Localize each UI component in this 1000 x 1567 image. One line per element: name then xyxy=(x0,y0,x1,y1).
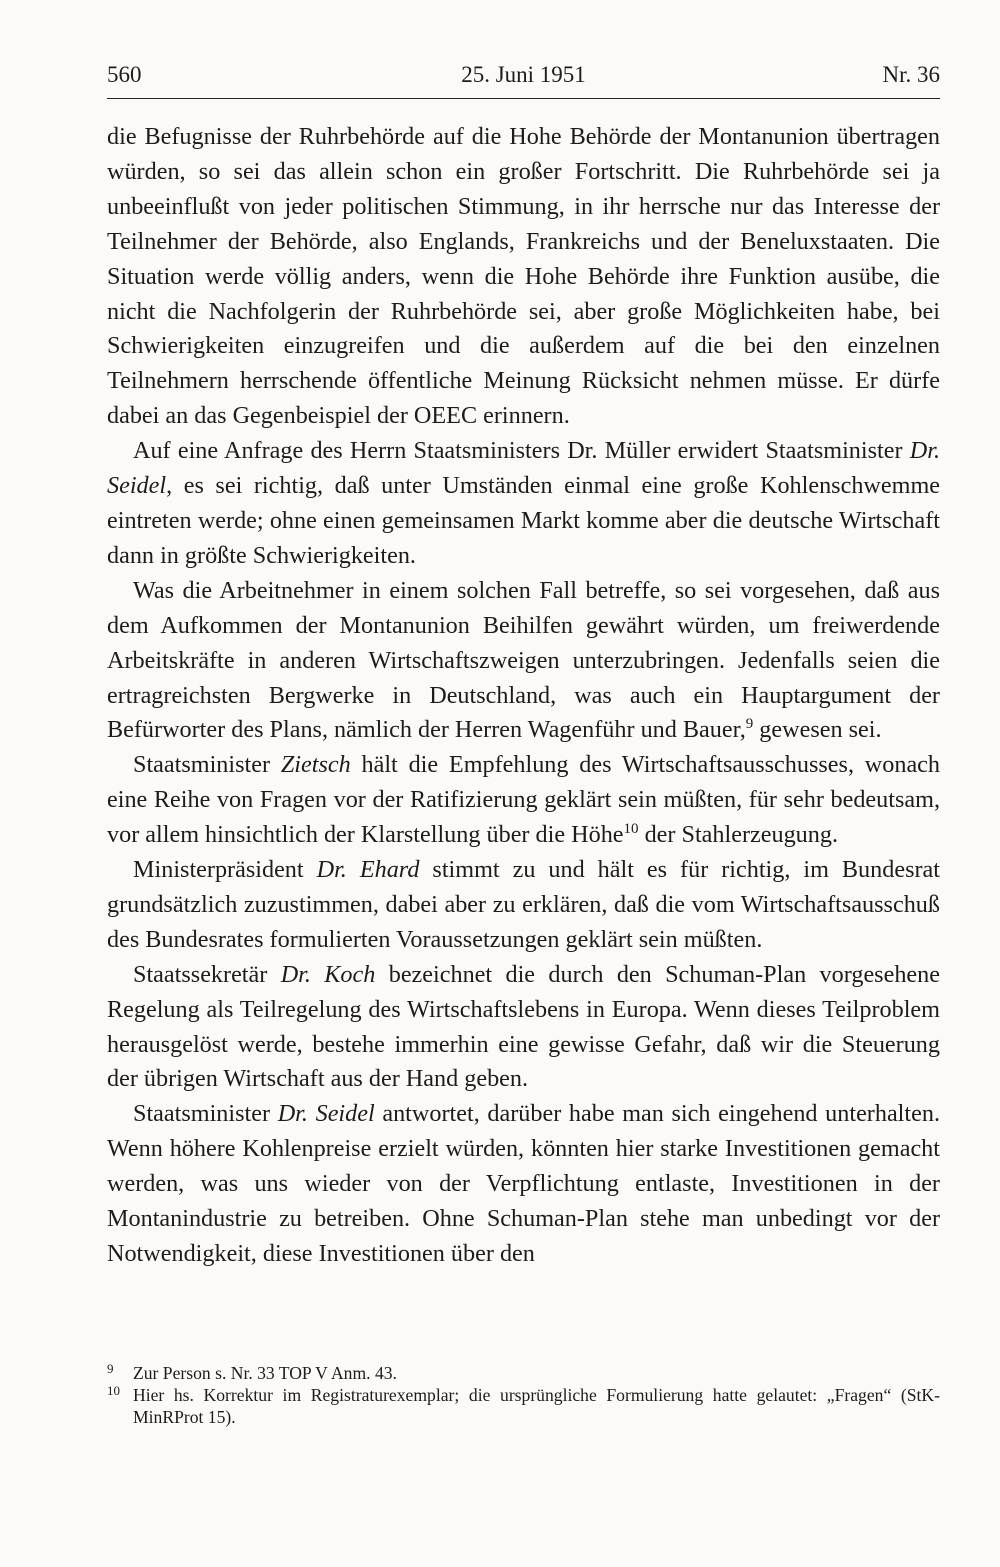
footnotes xyxy=(107,1362,940,1428)
body-text xyxy=(107,120,940,1272)
speaker-name: Dr. Ehard xyxy=(316,856,420,884)
text-run: Staatssekretär xyxy=(133,960,281,988)
footnote-text: Hier hs. Korrektur im Registraturexemplar; die ursprüngliche Formulierung hatte gelautet: „Fragen“ (StK-MinRProt 15). xyxy=(133,1385,940,1427)
footnote xyxy=(107,1362,940,1384)
paragraph xyxy=(107,120,940,434)
speaker-name: Dr. Seidel xyxy=(277,1100,375,1128)
text-run: Staatsminister xyxy=(133,751,281,779)
text-run: Auf eine Anfrage des Herrn Staatsministers Dr. Müller erwidert Staatsminister xyxy=(133,437,910,465)
footnote-reference: 10 xyxy=(623,821,639,838)
text-run: bezeichnet die durch den Schuman-Plan vorgesehene Regelung als Teilregelung des Wirtschaftslebens in Europa. Wenn dieses Teilproblem herausgelöst werde, bestehe immerhin eine gewisse Gefahr, daß wir die Steuerung der übrigen Wirtschaft aus der Hand geben. xyxy=(107,960,940,1093)
text-run: antwortet, darüber habe man sich eingehend unterhalten. Wenn höhere Kohlenpreise erzielt würden, könnten hier starke Investitionen gemacht werden, was uns wieder von der Verpflichtung entlaste, Investitionen in der Montanindustrie zu betreiben. Ohne Schuman-Plan stehe man unbedingt vor der Notwendigkeit, diese Investitionen über den xyxy=(107,1100,941,1267)
text-run: die Befugnisse der Ruhrbehörde auf die Hohe Behörde der Montanunion übertragen würden, so sei das allein schon ein großer Fortschritt. Die Ruhrbehörde sei ja unbeeinflußt von jeder politischen Stimmung, in ihr herrsche nur das Interesse der Teilnehmer der Behörde, also Englands, Frankreichs und der Beneluxstaaten. Die Situation werde völlig anders, wenn die Hohe Behörde ihre Funktion ausübe, die nicht die Nachfolgerin der Ruhrbehörde sei, aber große Möglichkeiten habe, bei Schwierigkeiten einzugreifen und die außerdem auf die bei den einzelnen Teilnehmern herrschende öffentliche Meinung Rücksicht nehmen müsse. Er dürfe dabei an das Gegenbeispiel der OEEC erinnern. xyxy=(107,123,940,430)
paragraph xyxy=(107,748,940,853)
footnote-reference: 9 xyxy=(745,716,754,733)
footnote-mark: 10 xyxy=(107,1383,120,1398)
running-header xyxy=(107,58,940,99)
speaker-name: Zietsch xyxy=(280,751,351,779)
paragraph xyxy=(107,1097,940,1272)
text-run: stimmt zu und hält es für richtig, im Bundesrat grundsätzlich zuzustimmen, dabei aber zu erklären, daß die vom Wirtschaftsausschuß des Bundesrates formulierten Voraussetzungen geklärt sein müßten. xyxy=(107,856,940,953)
paragraph xyxy=(107,853,940,958)
text-run: gewesen sei. xyxy=(753,716,882,744)
speaker-name: Dr. Koch xyxy=(280,960,376,988)
footnote-text: Zur Person s. Nr. 33 TOP V Anm. 43. xyxy=(133,1363,397,1383)
text-run: der Stahlerzeugung. xyxy=(638,821,839,849)
paragraph xyxy=(107,574,940,749)
page-number: 560 xyxy=(107,62,142,87)
text-run: , es sei richtig, daß unter Umständen einmal eine große Kohlenschwemme eintreten werde; ohne einen gemeinsamen Markt komme aber die deutsche Wirtschaft dann in größte Schwierigkeiten. xyxy=(107,472,940,569)
text-run: Ministerpräsident xyxy=(133,856,317,884)
document-number: Nr. 36 xyxy=(882,62,940,87)
paragraph xyxy=(107,958,940,1098)
text-run: hält die Empfehlung des Wirtschaftsausschusses, wonach eine Reihe von Fragen vor der Ratifizierung geklärt sein müßten, für sehr bedeutsam, vor allem hinsichtlich der Klarstellung über die Höhe xyxy=(107,751,941,849)
footnote xyxy=(107,1384,940,1428)
text-run: Staatsminister xyxy=(133,1100,278,1128)
paragraph xyxy=(107,434,940,574)
footnote-mark: 9 xyxy=(107,1361,114,1376)
text-run: Was die Arbeitnehmer in einem solchen Fall betreffe, so sei vorgesehen, daß aus dem Aufkommen der Montanunion Beihilfen gewährt würden, um freiwerdende Arbeitskräfte in anderen Wirtschaftszweigen unterzubringen. Jedenfalls seien die ertragreichsten Bergwerke in Deutschland, was auch ein Hauptargument der Befürworter des Plans, nämlich der Herren Wagenführ und Bauer, xyxy=(107,576,940,744)
header-date: 25. Juni 1951 xyxy=(461,62,586,87)
speaker-name: Dr. Seidel xyxy=(107,437,940,500)
